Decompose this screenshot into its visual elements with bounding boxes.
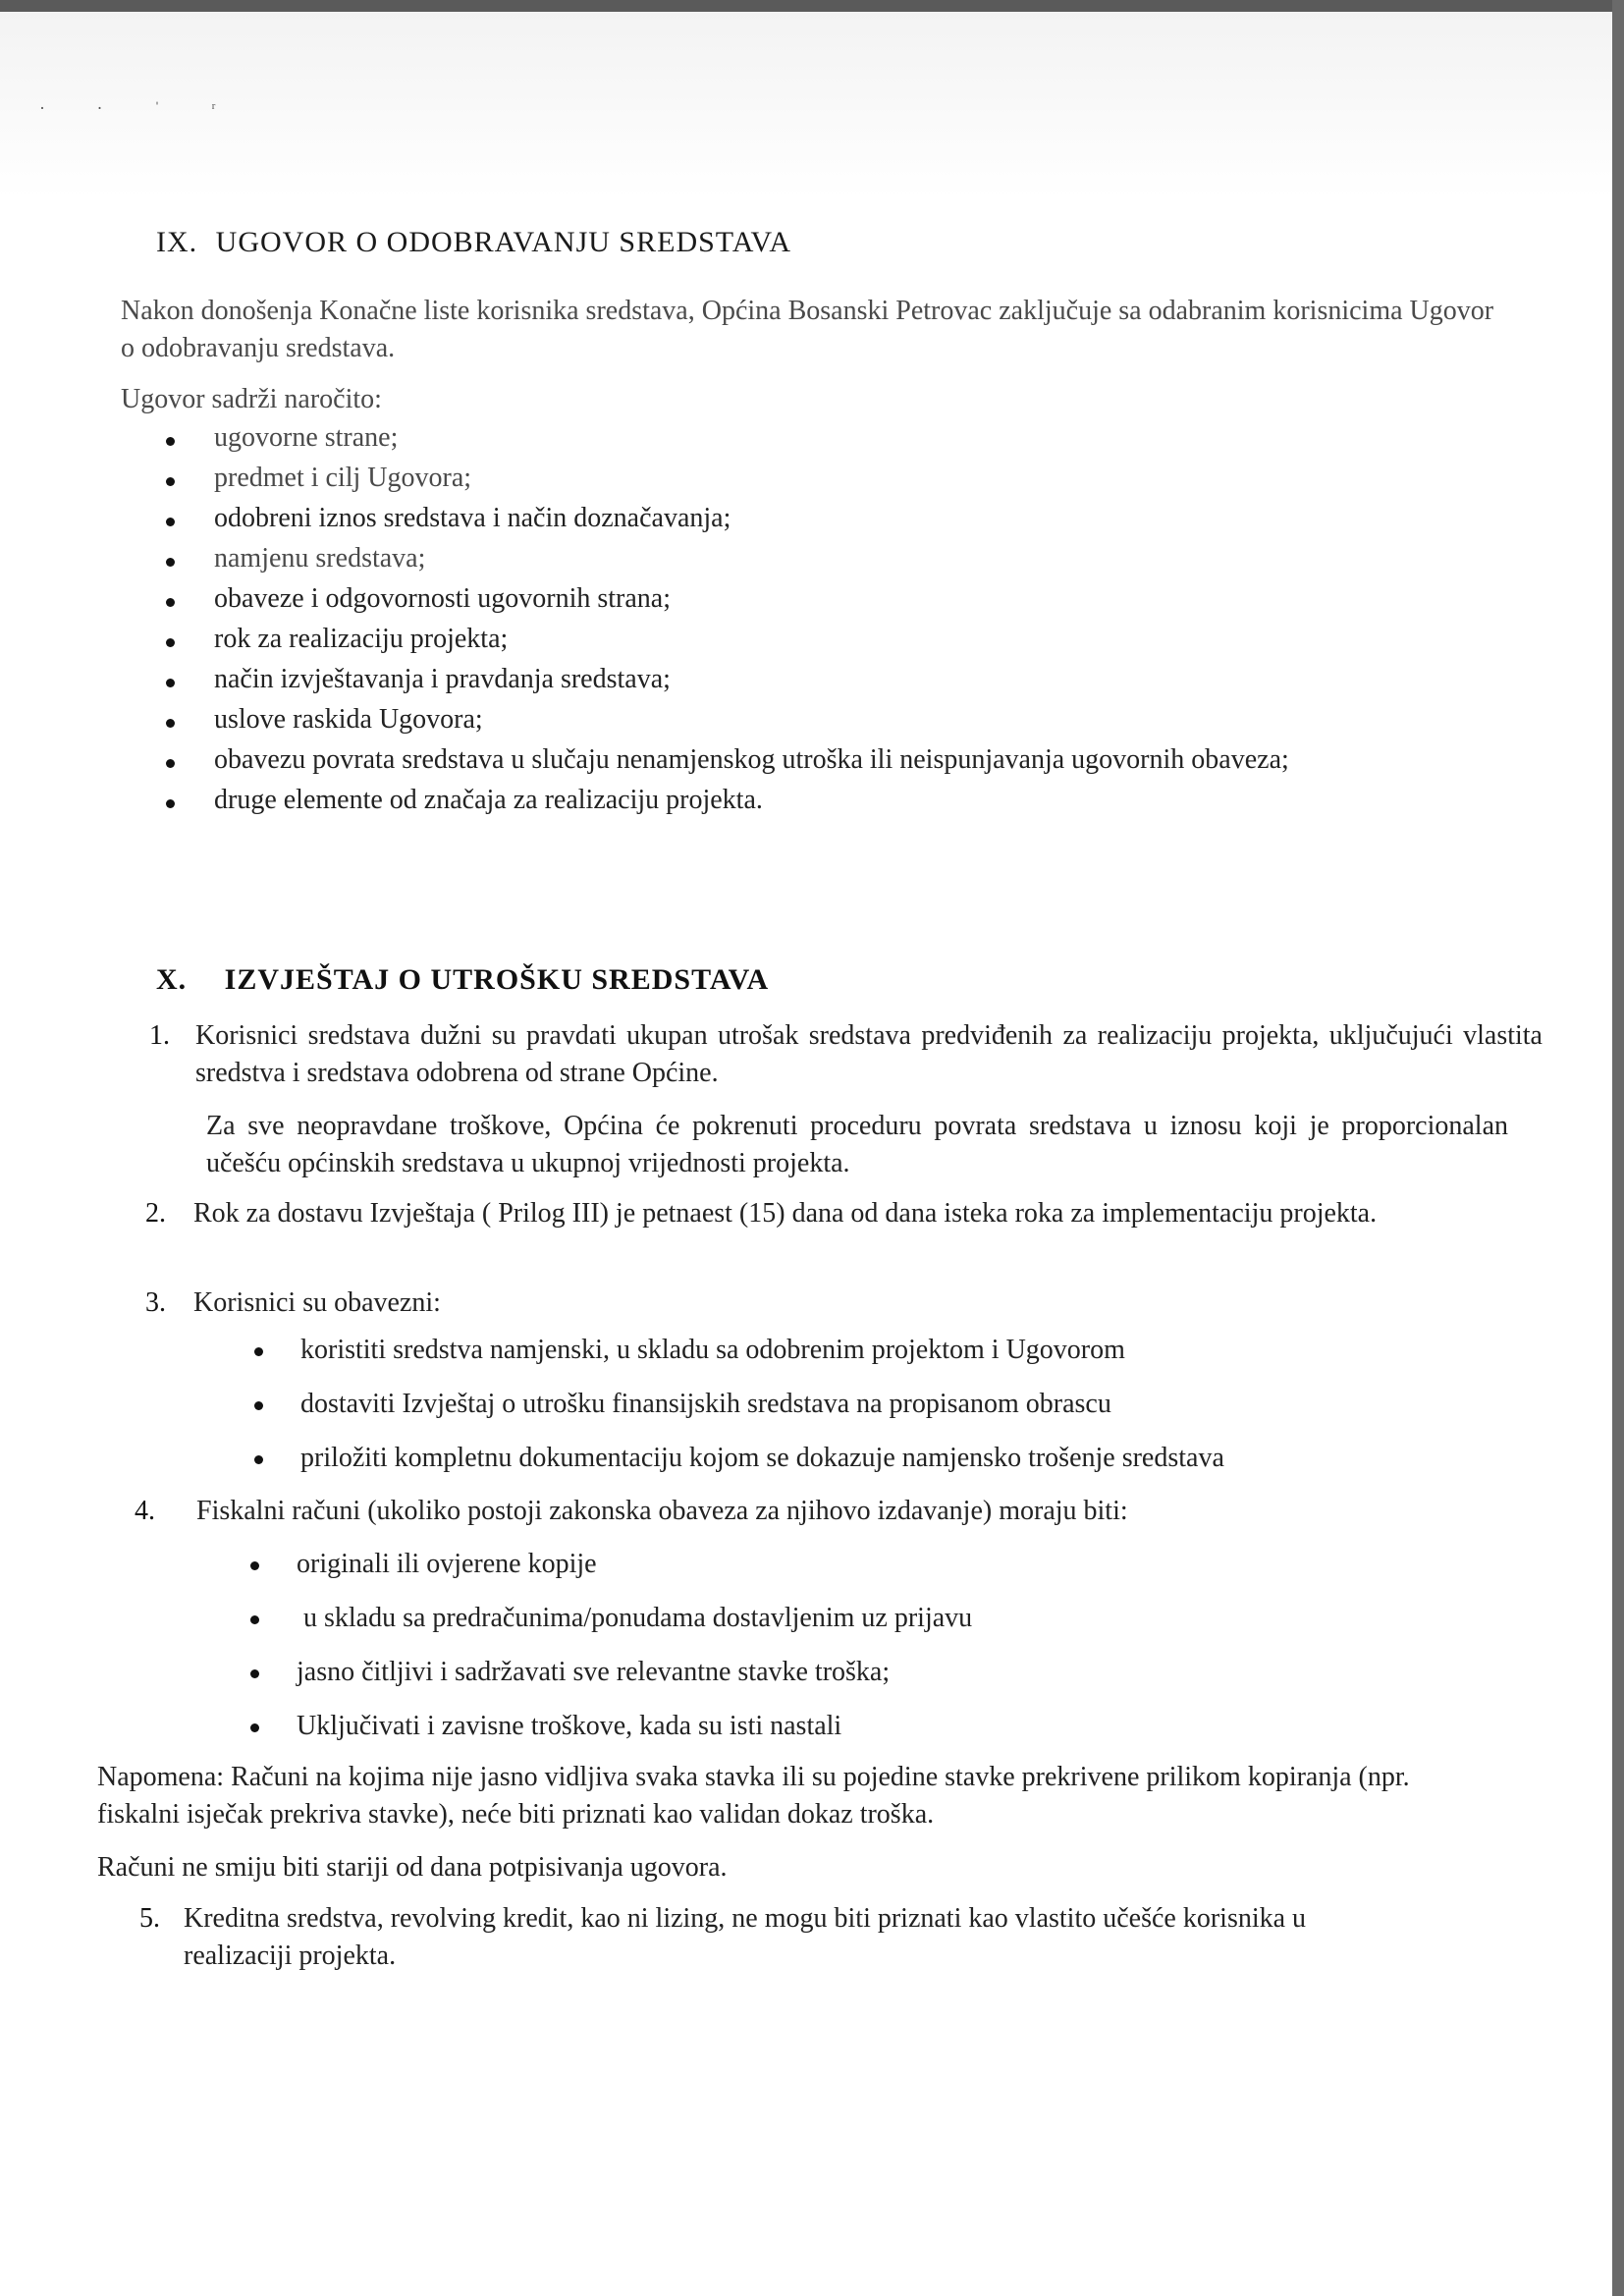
list-item: dostaviti Izvještaj o utrošku finansijskih sredstava na propisanom obrascu [300, 1389, 1111, 1419]
list-item: obaveze i odgovornosti ugovornih strana; [214, 583, 672, 614]
point-1-note: Za sve neopravdane troškove, Općina će pokrenuti proceduru povrata sredstava u iznosu koji je proporcionalan učešću općinskih sredstava u ukupnoj vrijednosti projekta. [206, 1111, 1508, 1178]
bullet-icon [166, 437, 175, 446]
racuni-note: Računi ne smiju biti stariji od dana potpisivanja ugovora. [97, 1852, 728, 1883]
section-ix-contains-label: Ugovor sadrži naročito: [121, 384, 382, 414]
napomena-note: Napomena: Računi na kojima nije jasno vidljiva svaka stavka ili su pojedine stavke prekrivene prilikom kopiranja (npr. fiskalni isječak prekriva stavke), neće biti priznati kao validan dokaz troška. [97, 1762, 1410, 1830]
section-x-title: IZVJEŠTAJ O UTROŠKU SREDSTAVA [224, 963, 770, 996]
list-item: priložiti kompletnu dokumentaciju kojom se dokazuje namjensko trošenje sredstava [300, 1443, 1224, 1473]
bullet-icon [254, 1347, 263, 1356]
bullet-icon [250, 1561, 259, 1570]
list-item: jasno čitljivi i sadržavati sve relevantne stavke troška; [297, 1657, 891, 1687]
bullet-icon [166, 558, 175, 567]
section-ix-title: UGOVOR O ODOBRAVANJU SREDSTAVA [215, 226, 791, 258]
bullet-icon [254, 1401, 263, 1410]
bullet-icon [250, 1669, 259, 1678]
bullet-icon [166, 719, 175, 728]
bullet-icon [166, 477, 175, 486]
point-3-text: Korisnici su obavezni: [193, 1287, 441, 1318]
section-x-number: X. [156, 963, 188, 996]
list-item: namjenu sredstava; [214, 543, 426, 574]
list-item: koristiti sredstva namjenski, u skladu sa odobrenim projektom i Ugovorom [300, 1335, 1125, 1365]
point-4-text: Fiskalni računi (ukoliko postoji zakonska obaveza za njihovo izdavanje) moraju biti: [196, 1496, 1128, 1526]
scan-specks: · · ˈ ʳ [39, 98, 240, 118]
list-item: druge elemente od značaja za realizaciju projekta. [214, 785, 763, 815]
bullet-icon [166, 638, 175, 647]
point-3-number: 3. [145, 1287, 166, 1318]
list-item: originali ili ovjerene kopije [297, 1549, 597, 1579]
list-item: Uključivati i zavisne troškove, kada su isti nastali [297, 1711, 842, 1741]
section-x-heading [156, 963, 769, 997]
bullet-icon [166, 518, 175, 526]
section-ix-number: IX. [156, 226, 198, 258]
point-5-number: 5. [139, 1903, 160, 1934]
bullet-icon [250, 1723, 259, 1732]
list-item: ugovorne strane; [214, 422, 399, 453]
point-4-number: 4. [135, 1496, 155, 1526]
point-1-text: Korisnici sredstava dužni su pravdati ukupan utrošak sredstava predviđenih za realizaciju projekta, uključujući vlastita sredstva i sredstava odobrena od strane Općine. [195, 1020, 1543, 1088]
bullet-icon [166, 679, 175, 687]
point-2-text: Rok za dostavu Izvještaja ( Prilog III) je petnaest (15) dana od dana isteka roka za implementaciju projekta. [193, 1198, 1378, 1229]
point-5-text: Kreditna sredstva, revolving kredit, kao ni lizing, ne mogu biti priznati kao vlastito učešće korisnika u realizaciji projekta. [184, 1903, 1307, 1971]
section-ix-intro: Nakon donošenja Konačne liste korisnika sredstava, Općina Bosanski Petrovac zaključuje sa odabranim korisnicima Ugovor o odobravanju sredstava. [121, 296, 1494, 363]
list-item: obavezu povrata sredstava u slučaju nenamjenskog utroška ili neispunjavanja ugovornih obaveza; [214, 744, 1289, 775]
list-item: u skladu sa predračunima/ponudama dostavljenim uz prijavu [297, 1603, 973, 1633]
list-item: rok za realizaciju projekta; [214, 624, 509, 654]
bullet-icon [254, 1455, 263, 1464]
list-item: odobreni iznos sredstava i način doznačavanja; [214, 503, 731, 533]
bullet-icon [166, 759, 175, 768]
bullet-icon [166, 799, 175, 808]
point-2-number: 2. [145, 1198, 166, 1229]
list-item: predmet i cilj Ugovora; [214, 463, 472, 493]
bullet-icon [250, 1615, 259, 1624]
list-item: način izvještavanja i pravdanja sredstava; [214, 664, 671, 694]
point-1-number: 1. [149, 1020, 170, 1051]
list-item: uslove raskida Ugovora; [214, 704, 483, 735]
section-ix-heading [156, 226, 791, 259]
bullet-icon [166, 598, 175, 607]
